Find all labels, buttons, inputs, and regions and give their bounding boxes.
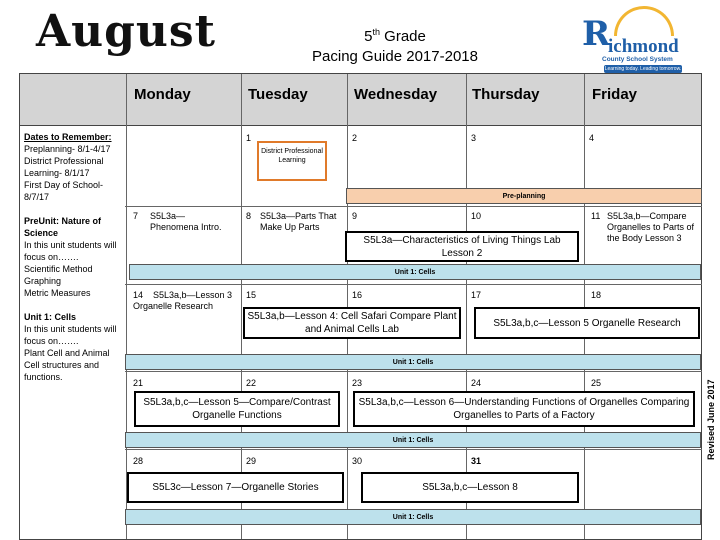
column-divider bbox=[126, 74, 127, 539]
date-number: 21 bbox=[133, 378, 144, 388]
row-divider bbox=[125, 449, 702, 450]
guide-title: Pacing Guide 2017-2018 bbox=[312, 48, 478, 65]
cell-activity: S5L3a,b—Compare Organelles to Parts of the Body Lesson 3 bbox=[607, 211, 695, 243]
date-number: 29 bbox=[246, 456, 257, 466]
date-number: 23 bbox=[352, 378, 363, 388]
date-number: 2 bbox=[352, 133, 358, 143]
lesson-box: S5L3a,b,c—Lesson 6—Understanding Functions of Organelles Comparing Organelles to Parts of a Factory bbox=[353, 391, 695, 427]
preunit-text: In this unit students will focus on……. bbox=[24, 240, 117, 262]
lesson-box: S5L3a,b,c—Lesson 8 bbox=[361, 472, 579, 503]
unit1-heading: Unit 1: Cells bbox=[24, 312, 77, 322]
logo-letter: R bbox=[582, 14, 611, 54]
date-item: First Day of School- 8/7/17 bbox=[24, 180, 104, 202]
day-monday: Monday bbox=[134, 86, 191, 103]
date-number: 15 bbox=[246, 290, 257, 300]
date-number: 7 bbox=[133, 211, 139, 221]
day-wednesday: Wednesday bbox=[354, 86, 438, 103]
district-logo bbox=[578, 6, 698, 76]
date-number: 25 bbox=[591, 378, 602, 388]
grade-label: Grade bbox=[380, 28, 426, 45]
cell-activity: S5L3a—Phenomena Intro. bbox=[150, 211, 222, 232]
date-item: District Professional Learning- 8/1/17 bbox=[24, 156, 104, 178]
dates-heading: Dates to Remember: bbox=[24, 132, 112, 142]
month-title: August bbox=[36, 6, 216, 57]
lesson-box: S5L3a,b,c—Lesson 5 Organelle Research bbox=[474, 307, 700, 339]
date-number: 18 bbox=[591, 290, 602, 300]
preplanning-band: Pre-planning bbox=[346, 188, 702, 204]
lesson-box: S5L3c—Lesson 7—Organelle Stories bbox=[127, 472, 344, 503]
date-number: 28 bbox=[133, 456, 144, 466]
day-thursday: Thursday bbox=[472, 86, 540, 103]
date-number: 17 bbox=[471, 290, 482, 300]
date-number: 11 bbox=[591, 211, 601, 221]
day-friday: Friday bbox=[592, 86, 638, 103]
preunit-heading: PreUnit: Nature of Science bbox=[24, 216, 102, 238]
date-number: 10 bbox=[471, 211, 482, 221]
revised-note: Revised June 2017 bbox=[706, 379, 716, 460]
page-subtitle bbox=[250, 22, 540, 67]
date-item: Preplanning- 8/1-4/17 bbox=[24, 144, 111, 154]
date-number: 22 bbox=[246, 378, 257, 388]
date-number: 8 bbox=[246, 211, 252, 221]
day-tuesday: Tuesday bbox=[248, 86, 308, 103]
logo-subtitle: County School System bbox=[602, 56, 673, 63]
date-number: 31 bbox=[471, 456, 482, 466]
date-number: 14 bbox=[133, 290, 144, 300]
logo-tagline: Learning today. Leading tomorrow. bbox=[604, 66, 682, 72]
preunit-item: Metric Measures bbox=[24, 288, 91, 298]
preunit-item: Scientific Method bbox=[24, 264, 93, 274]
lesson-box: S5L3a—Characteristics of Living Things Lab Lesson 2 bbox=[345, 231, 579, 262]
date-number: 4 bbox=[589, 133, 595, 143]
unit-band: Unit 1: Cells bbox=[125, 509, 701, 525]
district-pl-box: District Professional Learning bbox=[257, 141, 327, 181]
cell-activity: S5L3a,b—Lesson 3 Organelle Research bbox=[133, 290, 233, 311]
grade-number: 5 bbox=[364, 28, 373, 45]
logo-name: ichmond bbox=[608, 36, 679, 57]
preunit-item: Graphing bbox=[24, 276, 62, 286]
row-divider bbox=[125, 206, 702, 207]
unit-band: Unit 1: Cells bbox=[125, 354, 701, 370]
row-divider bbox=[125, 284, 702, 285]
date-number: 9 bbox=[352, 211, 358, 221]
cell-activity: S5L3a—Parts That Make Up Parts bbox=[260, 211, 337, 232]
unit1-item: Plant Cell and Animal Cell structures and functions. bbox=[24, 348, 110, 382]
sidebar-notes bbox=[24, 131, 124, 383]
unit1-text: In this unit students will focus on……. bbox=[24, 324, 117, 346]
lesson-box: S5L3a,b,c—Lesson 5—Compare/Contrast Organelle Functions bbox=[134, 391, 340, 427]
lesson-box: S5L3a,b—Lesson 4: Cell Safari Compare Plant and Animal Cells Lab bbox=[243, 307, 461, 339]
date-number: 24 bbox=[471, 378, 482, 388]
date-number: 16 bbox=[352, 290, 363, 300]
unit-band: Unit 1: Cells bbox=[125, 432, 701, 448]
date-number: 1 bbox=[246, 133, 252, 143]
date-number: 3 bbox=[471, 133, 477, 143]
column-divider bbox=[466, 74, 467, 539]
header-row bbox=[20, 74, 701, 126]
unit-band: Unit 1: Cells bbox=[129, 264, 701, 280]
grade-suffix-sup: th bbox=[372, 27, 380, 37]
row-divider bbox=[125, 371, 702, 372]
sun-icon bbox=[614, 6, 674, 36]
date-number: 30 bbox=[352, 456, 363, 466]
